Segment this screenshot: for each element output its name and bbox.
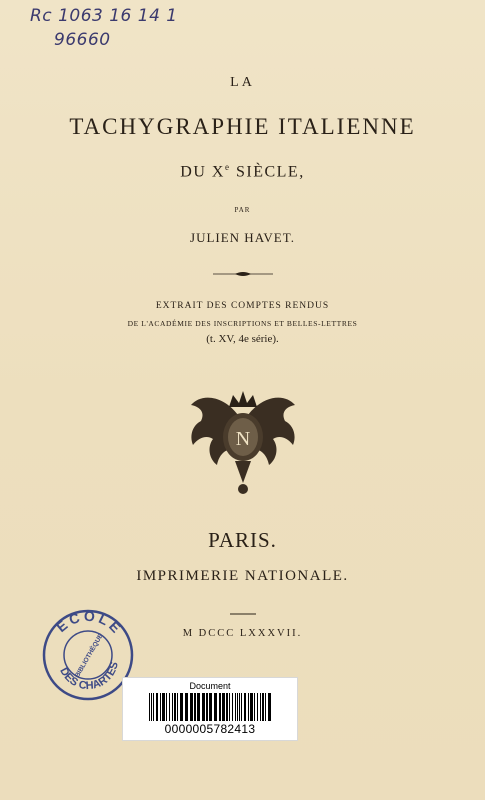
stamp-top-text: ECOLE: [53, 607, 127, 638]
book-title: TACHYGRAPHIE ITALIENNE: [69, 114, 416, 139]
barcode-bar: [248, 693, 249, 721]
barcode-bar: [197, 693, 200, 721]
imperial-eagle-emblem-icon: [0, 385, 485, 505]
barcode-bar: [226, 693, 228, 721]
subtitle-post: SIÈCLE,: [230, 163, 305, 181]
barcode-bar: [244, 693, 246, 721]
barcode-bar: [232, 693, 233, 721]
book-subtitle: [0, 162, 485, 181]
barcode-bar: [172, 693, 173, 721]
barcode-bar: [149, 693, 150, 721]
shelfmark-handwriting-line2: 96660: [54, 30, 111, 50]
shelfmark-handwriting-line1: Rc 1063 16 14 1: [30, 6, 178, 26]
printer-name: IMPRIMERIE NATIONALE.: [136, 568, 349, 584]
subtitle-pre: DU X: [180, 163, 225, 181]
barcode-bar: [156, 693, 158, 721]
barcode-label: [122, 677, 298, 741]
barcode-bar: [162, 693, 165, 721]
barcode-bar: [214, 693, 217, 721]
barcode-bar: [262, 693, 264, 721]
barcode-bar: [241, 693, 242, 721]
svg-text:ECOLE: [53, 608, 126, 638]
city-paris: PARIS.: [208, 528, 277, 552]
barcode-bar: [166, 693, 167, 721]
tome-line: (t. XV, 4e série).: [206, 333, 279, 345]
barcode-bar: [254, 693, 255, 721]
par-label: PAR: [234, 206, 251, 214]
emblem-monogram: N: [235, 428, 250, 450]
barcode-bar: [250, 693, 253, 721]
ornamental-rule: [0, 264, 485, 282]
author-name: JULIEN HAVET.: [190, 230, 295, 245]
barcode-caption: Document: [189, 681, 231, 691]
barcode-bar: [177, 693, 178, 721]
academie-line: DE L'ACADÉMIE DES INSCRIPTIONS ET BELLES-LETTRES: [127, 319, 358, 328]
barcode-bar: [190, 693, 193, 721]
barcode-bar: [219, 693, 221, 721]
barcode-bar: [185, 693, 188, 721]
barcode-bar: [209, 693, 212, 721]
barcode-bar: [174, 693, 176, 721]
barcode-bar: [229, 693, 230, 721]
barcode-bar: [180, 693, 183, 721]
stamp-center-text: BIBLIOTHÈQUE: [73, 632, 105, 679]
barcode-bar: [153, 693, 154, 721]
barcode-bar: [194, 693, 196, 721]
barcode-bar: [260, 693, 261, 721]
barcode-bar: [265, 693, 266, 721]
barcode-bar: [237, 693, 238, 721]
stamp-bottom-text: DES CHARTES: [57, 660, 121, 693]
barcode-bar: [222, 693, 225, 721]
barcode-bar: [169, 693, 170, 721]
barcode-bar: [239, 693, 240, 721]
barcode-number: 0000005782413: [164, 722, 256, 736]
barcode-bar: [235, 693, 236, 721]
barcode-bar: [206, 693, 208, 721]
barcode-bar: [151, 693, 152, 721]
barcode-bar: [268, 693, 271, 721]
barcode-bar: [202, 693, 205, 721]
article-la: LA: [230, 75, 255, 90]
barcode-bar: [257, 693, 258, 721]
barcode-icon: [149, 693, 271, 721]
extrait-line: EXTRAIT DES COMPTES RENDUS: [155, 301, 330, 311]
barcode-bar: [160, 693, 161, 721]
subtitle-sup: e: [224, 162, 231, 172]
publication-date: M DCCC LXXXVII.: [182, 628, 303, 639]
